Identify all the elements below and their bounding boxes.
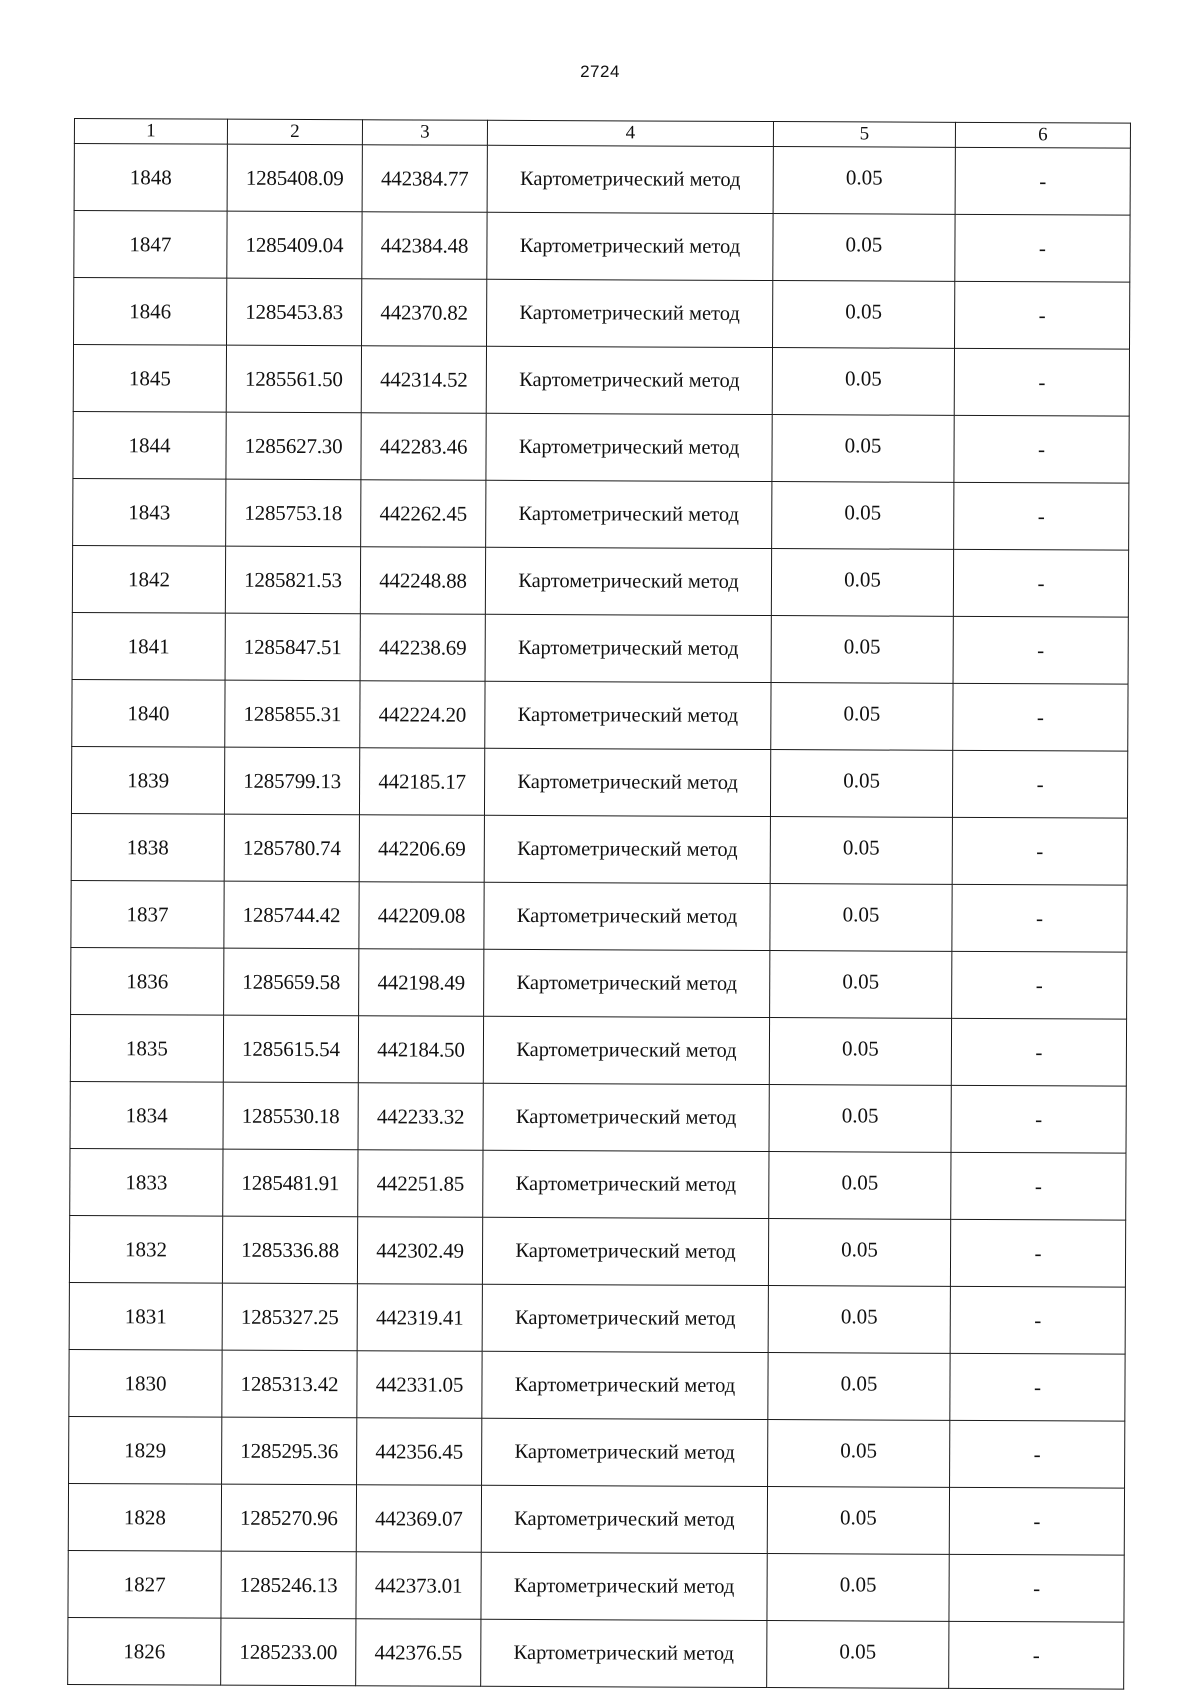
point-number-cell: 1838 [71,813,224,881]
method-cell: Картометрический метод [484,882,770,950]
point-number-cell: 1835 [70,1014,223,1082]
accuracy-cell: 0.05 [768,1420,950,1488]
point-number-cell: 1848 [74,144,227,212]
table-row [69,1416,1125,1488]
note-cell: - [955,214,1130,282]
y-coordinate-cell: 442233.32 [358,1083,483,1151]
x-coordinate-cell: 1285744.42 [224,881,359,949]
accuracy-cell: 0.05 [767,1621,949,1689]
point-number-cell: 1830 [69,1349,222,1417]
note-cell: - [952,884,1127,952]
table-row [74,144,1130,216]
x-coordinate-cell: 1285481.91 [223,1149,358,1217]
point-number-cell: 1827 [68,1550,221,1618]
note-cell: - [950,1286,1125,1354]
point-number-cell: 1837 [71,880,224,948]
table-row [68,1550,1124,1622]
y-coordinate-cell: 442251.85 [358,1150,483,1218]
point-number-cell: 1829 [69,1416,222,1484]
method-cell: Картометрический метод [483,1083,769,1151]
note-cell: - [952,817,1127,885]
accuracy-cell: 0.05 [771,549,953,617]
method-cell: Картометрический метод [485,681,771,749]
note-cell: - [953,549,1128,617]
method-cell: Картометрический метод [482,1284,768,1352]
method-cell: Картометрический метод [483,1016,769,1084]
table-row [68,1617,1124,1689]
x-coordinate-cell: 1285233.00 [221,1618,356,1686]
y-coordinate-cell: 442238.69 [360,614,485,682]
y-coordinate-cell: 442356.45 [357,1418,482,1486]
note-cell: - [949,1554,1124,1622]
method-cell: Картометрический метод [482,1217,768,1285]
table-row [71,880,1127,952]
method-cell: Картометрический метод [485,547,771,615]
point-number-cell: 1826 [68,1617,221,1685]
y-coordinate-cell: 442331.05 [357,1351,482,1419]
point-number-cell: 1832 [69,1215,222,1283]
note-cell: - [953,616,1128,684]
accuracy-cell: 0.05 [772,348,954,416]
y-coordinate-cell: 442209.08 [359,882,484,950]
x-coordinate-cell: 1285627.30 [226,412,361,480]
accuracy-cell: 0.05 [770,750,952,818]
x-coordinate-cell: 1285336.88 [222,1216,357,1284]
column-header-6: 6 [955,122,1130,148]
note-cell: - [954,415,1129,483]
point-number-cell: 1842 [72,545,225,613]
accuracy-cell: 0.05 [769,1018,951,1086]
accuracy-cell: 0.05 [773,147,955,215]
point-number-cell: 1831 [69,1282,222,1350]
method-cell: Картометрический метод [484,949,770,1017]
accuracy-cell: 0.05 [771,683,953,751]
table-row [70,1081,1126,1153]
column-header-3: 3 [362,120,487,146]
table-row [73,411,1129,483]
point-number-cell: 1839 [71,746,224,814]
note-cell: - [955,281,1130,349]
y-coordinate-cell: 442369.07 [356,1485,481,1553]
note-cell: - [952,750,1127,818]
table-row [70,1014,1126,1086]
method-cell: Картометрический метод [481,1485,767,1553]
table-row [68,1483,1124,1555]
note-cell: - [950,1219,1125,1287]
table-row [73,478,1129,550]
point-number-cell: 1828 [68,1483,221,1551]
y-coordinate-cell: 442184.50 [358,1016,483,1084]
accuracy-cell: 0.05 [769,1085,951,1153]
point-number-cell: 1834 [70,1081,223,1149]
method-cell: Картометрический метод [481,1619,767,1687]
note-cell: - [949,1487,1124,1555]
x-coordinate-cell: 1285855.31 [225,680,360,748]
point-number-cell: 1841 [72,612,225,680]
x-coordinate-cell: 1285530.18 [223,1082,358,1150]
accuracy-cell: 0.05 [771,616,953,684]
table-row [74,278,1130,350]
y-coordinate-cell: 442248.88 [360,547,485,615]
y-coordinate-cell: 442185.17 [359,748,484,816]
y-coordinate-cell: 442206.69 [359,815,484,883]
x-coordinate-cell: 1285327.25 [222,1283,357,1351]
coordinates-table [67,118,1131,1690]
point-number-cell: 1833 [70,1148,223,1216]
accuracy-cell: 0.05 [769,1152,951,1220]
point-number-cell: 1847 [74,211,227,279]
note-cell: - [949,1621,1124,1689]
y-coordinate-cell: 442224.20 [360,681,485,749]
note-cell: - [955,147,1130,215]
y-coordinate-cell: 442314.52 [361,346,486,414]
method-cell: Картометрический метод [484,815,770,883]
table-row [69,1282,1125,1354]
accuracy-cell: 0.05 [768,1353,950,1421]
table-body [68,144,1131,1690]
method-cell: Картометрический метод [487,279,773,347]
method-cell: Картометрический метод [484,748,770,816]
column-header-4: 4 [487,120,773,146]
accuracy-cell: 0.05 [772,482,954,550]
point-number-cell: 1840 [72,679,225,747]
table-row [71,746,1127,818]
y-coordinate-cell: 442376.55 [356,1619,481,1687]
note-cell: - [954,348,1129,416]
table-row [69,1215,1125,1287]
x-coordinate-cell: 1285847.51 [225,613,360,681]
x-coordinate-cell: 1285753.18 [226,479,361,547]
table-row [69,1349,1125,1421]
x-coordinate-cell: 1285453.83 [227,278,362,346]
x-coordinate-cell: 1285821.53 [225,546,360,614]
accuracy-cell: 0.05 [767,1554,949,1622]
method-cell: Картометрический метод [486,346,772,414]
accuracy-cell: 0.05 [773,281,955,349]
note-cell: - [952,951,1127,1019]
method-cell: Картометрический метод [485,614,771,682]
column-header-1: 1 [74,119,227,145]
point-number-cell: 1836 [71,947,224,1015]
table-row [72,679,1128,751]
accuracy-cell: 0.05 [770,884,952,952]
y-coordinate-cell: 442373.01 [356,1552,481,1620]
y-coordinate-cell: 442262.45 [361,480,486,548]
x-coordinate-cell: 1285561.50 [226,345,361,413]
note-cell: - [951,1085,1126,1153]
x-coordinate-cell: 1285799.13 [224,747,359,815]
y-coordinate-cell: 442283.46 [361,413,486,481]
accuracy-cell: 0.05 [767,1487,949,1555]
accuracy-cell: 0.05 [770,951,952,1019]
y-coordinate-cell: 442198.49 [359,949,484,1017]
x-coordinate-cell: 1285409.04 [227,211,362,279]
method-cell: Картометрический метод [486,480,772,548]
method-cell: Картометрический метод [487,145,773,213]
x-coordinate-cell: 1285659.58 [224,948,359,1016]
method-cell: Картометрический метод [482,1418,768,1486]
y-coordinate-cell: 442319.41 [357,1284,482,1352]
x-coordinate-cell: 1285408.09 [227,144,362,212]
note-cell: - [953,683,1128,751]
table-row [73,345,1129,417]
method-cell: Картометрический метод [483,1150,769,1218]
note-cell: - [951,1152,1126,1220]
point-number-cell: 1843 [73,478,226,546]
table-row [72,612,1128,684]
point-number-cell: 1846 [74,278,227,346]
method-cell: Картометрический метод [486,413,772,481]
point-number-cell: 1844 [73,411,226,479]
accuracy-cell: 0.05 [772,415,954,483]
x-coordinate-cell: 1285615.54 [223,1015,358,1083]
y-coordinate-cell: 442384.48 [362,212,487,280]
method-cell: Картометрический метод [481,1552,767,1620]
accuracy-cell: 0.05 [768,1286,950,1354]
note-cell: - [950,1353,1125,1421]
table-row [72,545,1128,617]
note-cell: - [950,1420,1125,1488]
column-header-5: 5 [773,122,955,148]
y-coordinate-cell: 442384.77 [362,145,487,213]
y-coordinate-cell: 442370.82 [362,279,487,347]
column-header-2: 2 [227,119,362,145]
point-number-cell: 1845 [73,345,226,413]
method-cell: Картометрический метод [482,1351,768,1419]
method-cell: Картометрический метод [487,212,773,280]
page-number: 2724 [580,62,620,81]
x-coordinate-cell: 1285270.96 [221,1484,356,1552]
accuracy-cell: 0.05 [773,214,955,282]
table-row [74,211,1130,283]
accuracy-cell: 0.05 [770,817,952,885]
table-row [70,1148,1126,1220]
x-coordinate-cell: 1285780.74 [224,814,359,882]
note-cell: - [954,482,1129,550]
x-coordinate-cell: 1285246.13 [221,1551,356,1619]
accuracy-cell: 0.05 [768,1219,950,1287]
x-coordinate-cell: 1285313.42 [222,1350,357,1418]
table-row [71,947,1127,1019]
note-cell: - [951,1018,1126,1086]
x-coordinate-cell: 1285295.36 [222,1417,357,1485]
y-coordinate-cell: 442302.49 [357,1217,482,1285]
table-row [71,813,1127,885]
